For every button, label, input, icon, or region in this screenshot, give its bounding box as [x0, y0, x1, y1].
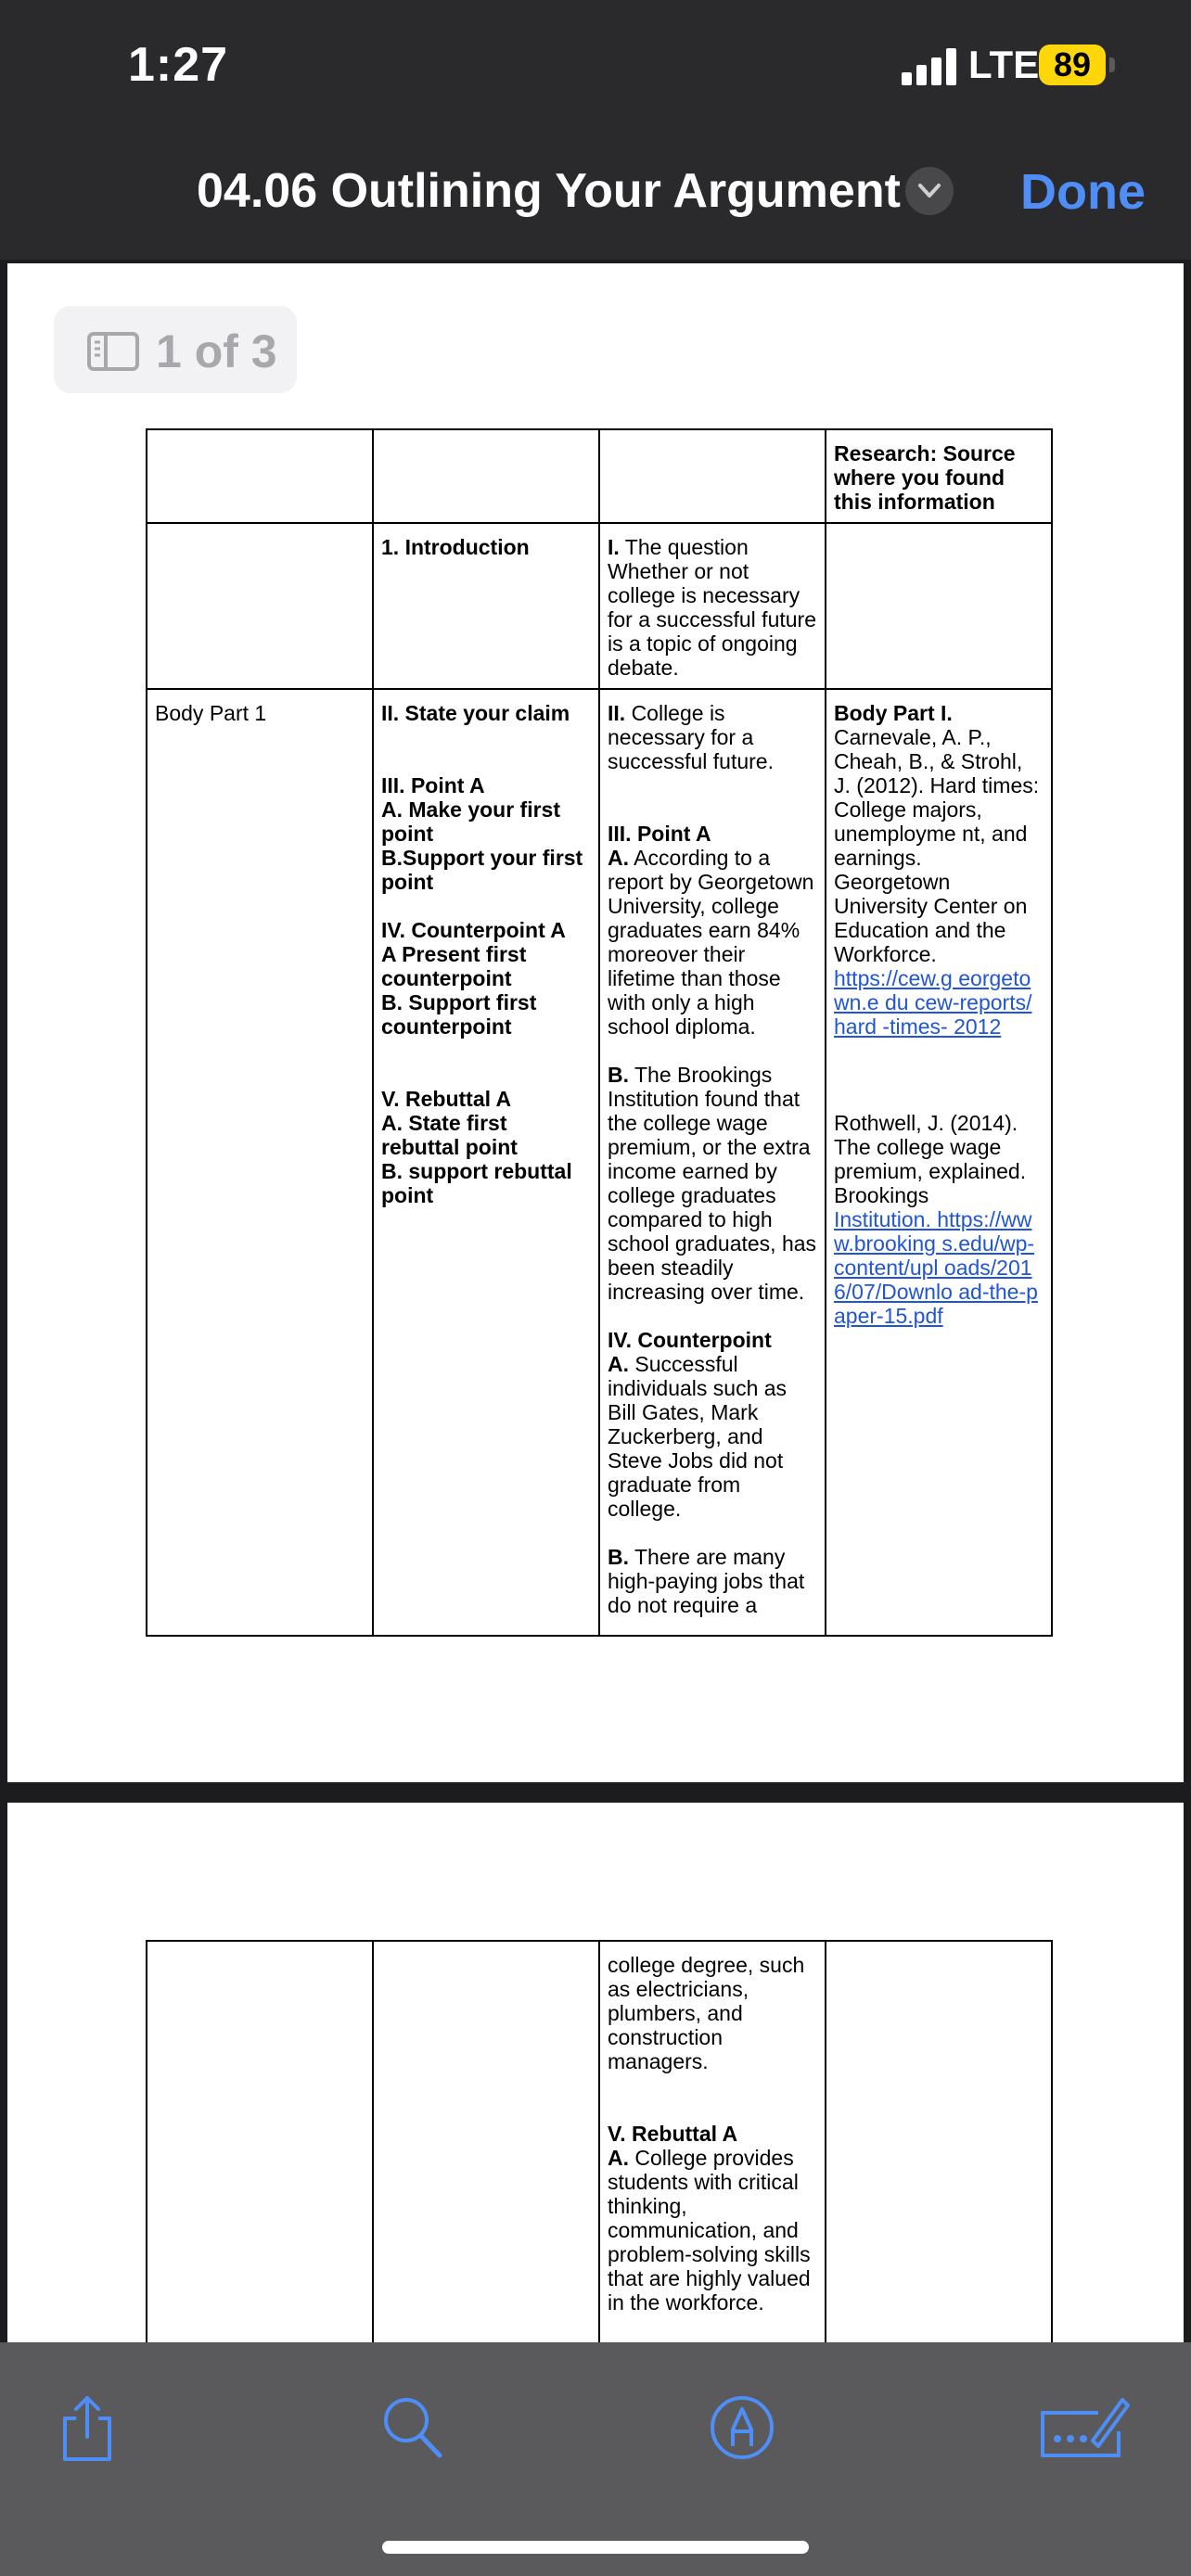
research-header: Research: Source where you found this information: [834, 441, 1016, 514]
rebuttal-b: B. support rebuttal point: [381, 1159, 572, 1207]
outline-table: [146, 428, 1053, 1637]
claim-label: II. State your claim: [381, 701, 570, 725]
status-time: 1:27: [128, 38, 229, 92]
point-head: III. Point A: [381, 773, 485, 797]
page-indicator-label: 1 of 3: [156, 325, 277, 377]
point-b-text: The Brookings Institution found that the college wage premium, or the extra income earned by college graduates compared to high school graduates, has been steadily increasing over time.: [608, 1063, 817, 1304]
outline-table-continued: [146, 1940, 1053, 2368]
continued-text: college degree, such as electricians, plumbers, and construction managers.: [608, 1953, 805, 2073]
markup-button[interactable]: [709, 2392, 775, 2468]
chevron-down-icon: [916, 180, 942, 202]
counterpoint-head: IV. Counterpoint: [608, 1328, 772, 1352]
share-icon: [58, 2392, 117, 2463]
counter-b-label: B.: [608, 1545, 629, 1569]
reference-1-link[interactable]: https://cew.g eorgetown.e du cew-reports/hard -times- 2012: [834, 966, 1032, 1039]
body-part-head: Body Part I.: [834, 701, 953, 725]
point-b-label: B.: [608, 1063, 629, 1087]
rebuttal-a-label: A.: [608, 2146, 629, 2170]
table-row: [147, 689, 1052, 1636]
point-b: B.Support your first point: [381, 846, 583, 894]
network-label: LTE: [968, 43, 1040, 86]
nav-bar: [0, 130, 1191, 260]
point-a-label: A.: [608, 846, 629, 870]
done-button[interactable]: Done: [1020, 164, 1146, 220]
signal-icon: [902, 48, 959, 85]
sidebar-icon: [87, 332, 139, 371]
signature-button[interactable]: [1037, 2392, 1130, 2468]
battery-tip: [1109, 57, 1115, 72]
search-button[interactable]: [380, 2392, 445, 2468]
counter-a: A Present first counterpoint: [381, 942, 527, 990]
intro-text: The question Whether or not college is necessary for a successful future is a topic of ongoing debate.: [608, 535, 816, 680]
reference-1: Carnevale, A. P., Cheah, B., & Strohl, J. (2012). Hard times: College majors, unemployme nt, and earnings. Georgetown University Center on Education and the Workforce.: [834, 725, 1040, 966]
signature-icon: [1037, 2392, 1130, 2463]
body-part-label: Body Part 1: [155, 701, 267, 725]
document-page-1[interactable]: [7, 263, 1184, 1782]
title-menu-button[interactable]: [905, 167, 954, 215]
point-a: A. Make your first point: [381, 797, 560, 846]
rebuttal-head: V. Rebuttal A: [381, 1087, 512, 1111]
counter-a-label: A.: [608, 1352, 629, 1376]
rebuttal-a: A. State first rebuttal point: [381, 1111, 518, 1159]
document-title[interactable]: 04.06 Outlining Your Argument: [197, 164, 901, 218]
table-row: [147, 523, 1052, 689]
home-indicator[interactable]: [382, 2541, 809, 2554]
intro-label: 1. Introduction: [381, 535, 530, 559]
page-indicator[interactable]: [54, 306, 297, 393]
counter-a-text: Successful individuals such as Bill Gates, Mark Zuckerberg, and Steve Jobs did not graduate from college.: [608, 1352, 788, 1521]
markup-icon: [709, 2392, 775, 2463]
reference-2: Rothwell, J. (2014). The college wage premium, explained. Brookings: [834, 1111, 1027, 1207]
counter-head: IV. Counterpoint A: [381, 918, 566, 942]
claim-text: College is necessary for a successful future.: [608, 701, 774, 773]
battery-icon: 89: [1039, 45, 1106, 85]
rebuttal-a-text: College provides students with critical thinking, communication, and problem-solving skills that are highly valued in the workforce.: [608, 2146, 811, 2315]
counter-b-text: There are many high-paying jobs that do not require a: [608, 1545, 805, 1617]
point-a-text: According to a report by Georgetown University, college graduates earn 84% moreover their lifetime than those with only a high school diploma.: [608, 846, 814, 1039]
claim-number: II.: [608, 701, 626, 725]
point-a-head: III. Point A: [608, 822, 711, 846]
table-row: [147, 429, 1052, 523]
rebuttal-a-head: V. Rebuttal A: [608, 2122, 738, 2146]
status-bar: [0, 0, 1191, 130]
table-row: [147, 1941, 1052, 2368]
search-icon: [380, 2392, 445, 2463]
counter-b: B. Support first counterpoint: [381, 990, 537, 1039]
share-button[interactable]: [58, 2392, 117, 2468]
intro-number: I.: [608, 535, 620, 559]
document-page-2[interactable]: [7, 1803, 1184, 2368]
reference-2-link[interactable]: Institution. https://www.brooking s.edu/wp-content/upl oads/2016/07/Downlo ad-the-paper-15.pdf: [834, 1207, 1038, 1328]
